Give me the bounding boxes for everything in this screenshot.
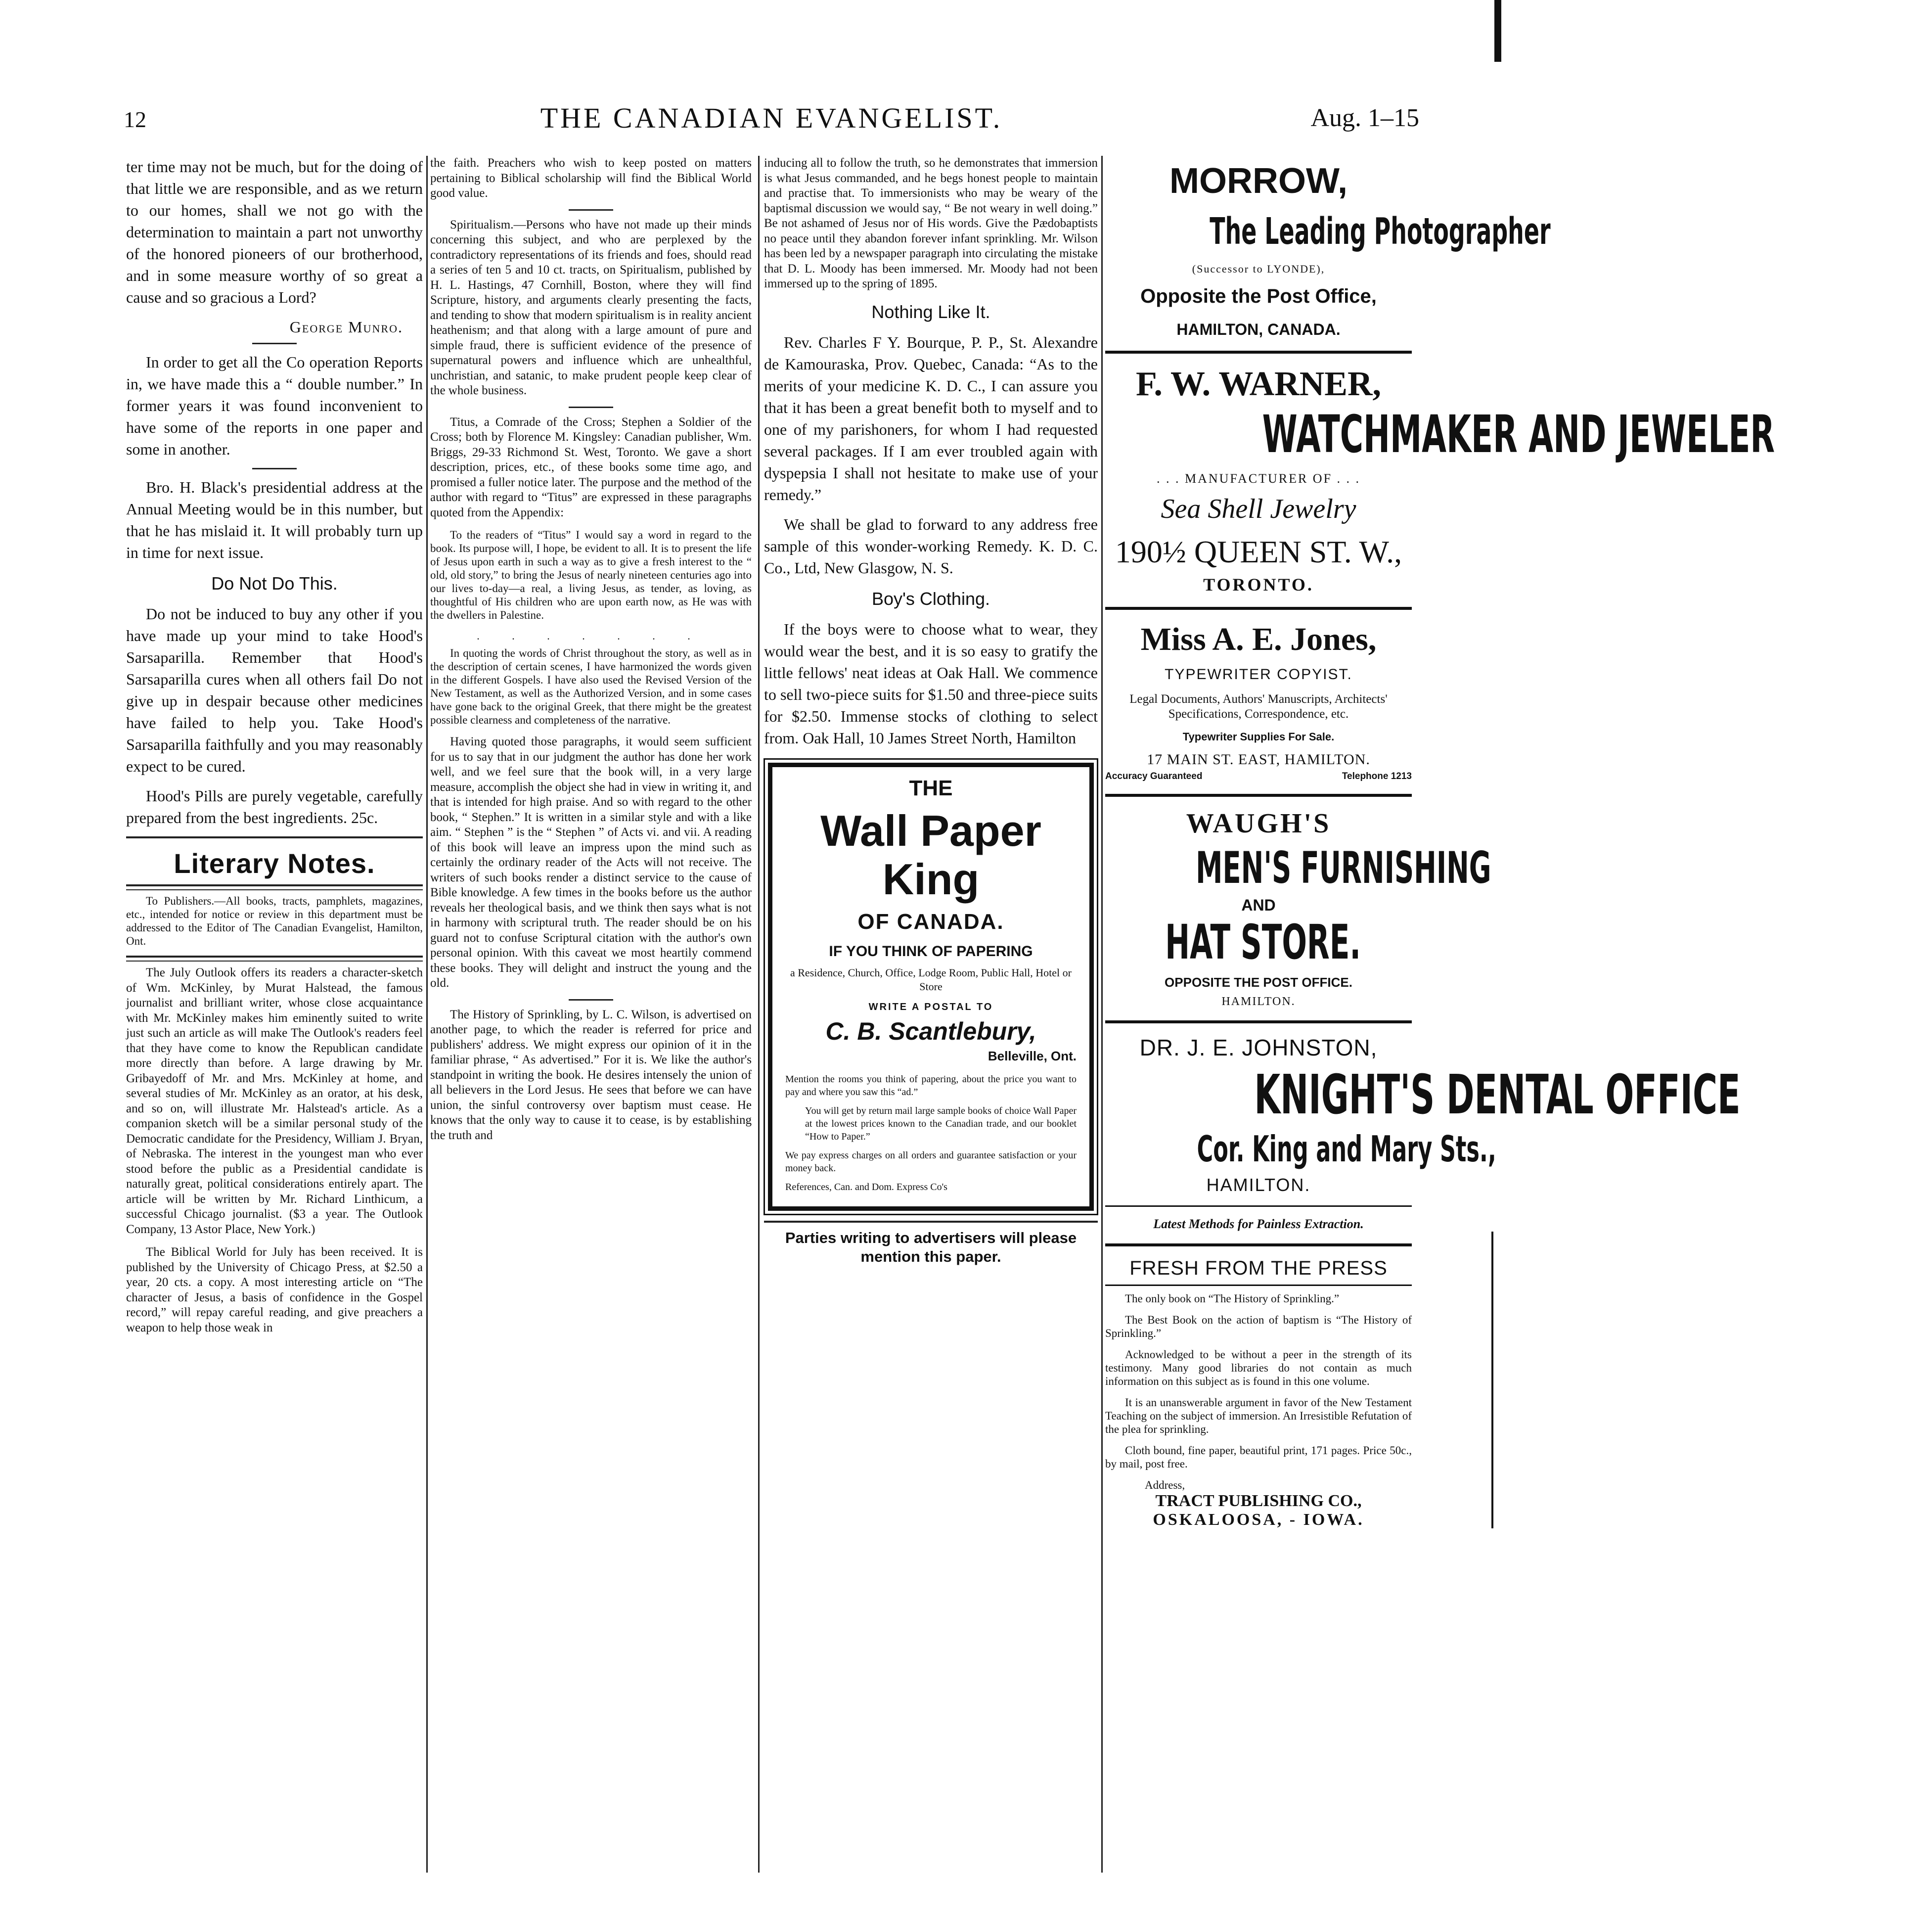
- jones-telephone: Telephone 1213: [1342, 771, 1412, 781]
- ad-places: a Residence, Church, Office, Lodge Room, Public Hall, Hotel or Store: [790, 966, 1072, 993]
- press-p4: It is an unanswerable argument in favor of the New Testament Teaching on the subject of immersion. An Irresistible Refutation of the plea for sprinkling.: [1105, 1396, 1412, 1435]
- coop-reports-paragraph: In order to get all the Co operation Reports in, we have made this a “ double number.” In former years it was found inconvenient to have some of the reports in one paper and some in another.: [126, 353, 423, 458]
- divider: [569, 999, 613, 1001]
- press-address-label: Address,: [1145, 1479, 1185, 1491]
- divider: [1105, 1205, 1412, 1207]
- johnston-office: KNIGHT'S DENTAL OFFICE: [1254, 1063, 1741, 1126]
- jones-title: TYPEWRITER COPYIST.: [1165, 666, 1352, 683]
- warner-ad: [1105, 365, 1775, 595]
- morrow-opposite: Opposite the Post Office,: [1140, 285, 1377, 307]
- history-of-sprinkling-ad: [1105, 1257, 1412, 1529]
- divider: [569, 407, 613, 408]
- appendix-quote-2: In quoting the words of Christ throughout the story, as well as in the description of certain scenes, I have harmonized the words given in the different Gospels. I have also used the Revised Version of the New Testament, as well as the Authorized Version, and in some cases have gone back to the original Greek, that there might be the greatest possible clearness and completeness of the narrative.: [430, 647, 752, 726]
- morrow-city: HAMILTON, CANADA.: [1176, 321, 1341, 338]
- warner-city: TORONTO.: [1203, 575, 1314, 595]
- press-p2: The Best Book on the action of baptism is “The History of Sprinkling.”: [1105, 1314, 1412, 1339]
- johnston-name: DR. J. E. JOHNSTON,: [1139, 1035, 1378, 1060]
- hoods-paragraph: Do not be induced to buy any other if you have made up your mind to take Hood's Sarsaparilla. Remember that Hood's Sarsaparilla cures when all others fail Do not give up in despair because other medicines have failed to help you. Take Hood's Sarsaparilla faithfully and you may reasonably expect to be cured.: [126, 605, 423, 775]
- divider: [1105, 1285, 1412, 1286]
- waugh-name: WAUGH'S: [1186, 808, 1331, 839]
- warner-trade: WATCHMAKER AND JEWELER: [1262, 404, 1775, 464]
- outlook-note: The July Outlook offers its readers a character-sketch of Wm. McKinley, by Murat Halstead, the famous journalist and brilliant writer, whose close acquaintance with Mr. McKinley makes him eminently suited to write just such an article as will make The Outlook's readers feel that they have come to know the Republican candidate more directly than before. A large drawing by Mr. Gribayedoff of Mr. and Mrs. McKinley at home, and several studies of Mr. McKinley as an orator, at his desk, and so on, will illustrate Mr. Halstead's article. As a companion sketch will be a similar personal study of the Democratic candidate for the Presidency, William J. Bryan, of Nebraska. The interest in the youngest man who ever stood before the public as a Presidential candidate is naturally great, political considerations entirely apart. The article will be written by Mr. Richard Linthicum, a successful Chicago journalist. ($3 a year. The Outlook Company, 13 Astor Place, New York.): [126, 966, 423, 1236]
- waugh-and: AND: [1241, 896, 1276, 914]
- morrow-ad: [1105, 161, 1551, 339]
- divider: [252, 343, 297, 344]
- kdc-testimonial: Rev. Charles F Y. Bourque, P. P., St. Alexandre de Kamouraska, Prov. Quebec, Canada: “As to the merits of your medicine K. D. C., I can assure you that it has been a great benefit both to myself and to one of my parishoners, for whom I had requested several packages. If I am ever troubled again with dyspepsia I shall not hesitate to make use of your remedy.”: [764, 333, 1098, 504]
- waugh-line1: MEN'S FURNISHING: [1196, 842, 1491, 893]
- warner-address: 190½ QUEEN ST. W.,: [1115, 534, 1402, 569]
- jones-supplies: Typewriter Supplies For Sale.: [1182, 731, 1335, 743]
- waugh-opposite: OPPOSITE THE POST OFFICE.: [1165, 975, 1352, 990]
- page-edge-mark: [1491, 1232, 1493, 1528]
- divider: [764, 1221, 1098, 1223]
- boys-clothing-heading: Boy's Clothing.: [872, 588, 990, 609]
- ad-of-canada: OF CANADA.: [857, 909, 1004, 934]
- page-number: 12: [124, 107, 146, 132]
- wall-paper-king-ad: [768, 763, 1094, 1211]
- johnston-methods: Latest Methods for Painless Extraction.: [1153, 1217, 1364, 1231]
- divider: [1105, 351, 1412, 354]
- literary-notes-heading: Literary Notes.: [174, 848, 375, 879]
- divider: [252, 468, 297, 469]
- column-divider: [758, 156, 760, 1873]
- ad-if-you-think: IF YOU THINK OF PAPERING: [829, 943, 1033, 960]
- divider: [126, 956, 423, 962]
- moody-paragraph: inducing all to follow the truth, so he demonstrates that immersion is what Jesus commanded, and he begs honest people to maintain and practise that. To immersionists who may be weary of the baptismal discussion we would say, “ Be not weary in well doing.” Be not ashamed of Jesus nor of His words. Give the Pædobaptists no peace until they abandon forever infant sprinkling. Mr. Wilson has been led by a newspaper paragraph into circulating the mistake that D. L. Moody has been immersed. Mr. Moody had not been immersed up to the spring of 1895.: [764, 156, 1098, 290]
- jones-accuracy: Accuracy Guaranteed: [1105, 771, 1203, 781]
- johnston-ad: [1105, 1034, 1741, 1232]
- page-edge-mark: [1494, 0, 1501, 62]
- morrow-successor: (Successor to LYONDE),: [1192, 263, 1325, 275]
- press-p1: The only book on “The History of Sprinkling.”: [1125, 1292, 1340, 1305]
- divider: [126, 836, 423, 838]
- kdc-sample-offer: We shall be glad to forward to any address free sample of this wonder-working Remedy. K. D. C. Co., Ltd, New Glasgow, N. S.: [764, 515, 1098, 577]
- hoods-pills-paragraph: Hood's Pills are purely vegetable, carefully prepared from the best ingredients. 25c.: [126, 787, 423, 826]
- press-p5: Cloth bound, fine paper, beautiful print, 171 pages. Price 50c., by mail, post free.: [1105, 1444, 1412, 1470]
- column-divider: [426, 156, 428, 1873]
- ellipsis-divider: . . . . . . .: [477, 630, 705, 642]
- titus-note: Titus, a Comrade of the Cross; Stephen a Soldier of the Cross; both by Florence M. Kingsley: Canadian publisher, Wm. Briggs, 29-33 Richmond St. West, Toronto. We gave a short description, prices, etc., of these books some time ago, and promised a fuller notice later. The purpose and the method of the author with regard to “Titus” are expressed in these paragraphs quoted from the Appendix:: [430, 415, 752, 519]
- divider: [1105, 1243, 1412, 1246]
- waugh-ad: [1105, 808, 1491, 1009]
- review-paragraph: Having quoted those paragraphs, it would seem sufficient for us to say that in our judgment the author has done her work well, and we feel sure that the book will, in a very large measure, accomplish the object she had in view in writing it, and that is intended for high praise. And so with regard to the other book, “ Stephen.” It is written in a similar style and with a like aim. “ Stephen ” is the “ Stephen ” of Acts vi. and vii. A reading of this book will leave an impress upon the mind such as certainly the ordinary reader of the Acts will not receive. The writers of such books render a distinct service to the cause of Bible knowledge. A few times in the books before us the author reveals her theological basis, and we think then says what is not in harmony with scriptural truth. The reader should be on his guard not to confuse Scriptural citation with the author's own personal opinion. With this caveat we most heartily commend these books. They will delight and instruct the young and the old.: [430, 735, 752, 990]
- ad-the: THE: [909, 776, 953, 800]
- ad-merchant-city: Belleville, Ont.: [988, 1048, 1077, 1063]
- press-company: TRACT PUBLISHING CO.,: [1155, 1492, 1362, 1510]
- spiritualism-note: Spiritualism.—Persons who have not made up their minds concerning this subject, and who are perplexed by the contradictory representations of its friends and foes, should read a series of ten 5 and 10 ct. tracts, on Spiritualism, published by H. L. Hastings, 47 Cornhill, Boston, where they will find Scripture, history, and arguments clearly presenting the facts, and tending to show that modern spiritualism is in reality ancient heathenism; and that along with a large amount of pure and simple fraud, there is sufficient evidence of the presence of supernatural powers and influence which are unhealthful, unchristian, and satanic, to make prudent people keep clear of the whole business.: [430, 218, 752, 397]
- journal-title: THE CANADIAN EVANGELIST.: [540, 102, 1003, 134]
- column-divider: [1101, 156, 1103, 1873]
- ad-express: We pay express charges on all orders and guarantee satisfaction or your money back.: [785, 1149, 1077, 1174]
- jones-footer: [1105, 771, 1412, 782]
- waugh-line2: HAT STORE.: [1165, 915, 1361, 970]
- divider: [1105, 794, 1412, 797]
- nothing-like-it-heading: Nothing Like It.: [871, 301, 990, 322]
- warner-name: F. W. WARNER,: [1135, 365, 1381, 403]
- divider: [1105, 607, 1412, 610]
- ad-title: Wall Paper King: [820, 806, 1041, 904]
- black-address-paragraph: Bro. H. Black's presidential address at the Annual Meeting would be in this number, but that he has mislaid it. It will probably turn up in time for next issue.: [126, 478, 423, 561]
- munro-signature: George Munro.: [289, 318, 403, 336]
- press-city: OSKALOOSA, - IOWA.: [1153, 1511, 1364, 1529]
- biblical-world-note: The Biblical World for July has been received. It is published by the University of Chicago Press, at $2.50 a year, 20 cts. a copy. A most interesting article on “The character of Jesus, a basis of confidence in the Gospel record,” will repay careful reading, and give preachers a weapon to help those weak in: [126, 1245, 423, 1334]
- ad-references: References, Can. and Dom. Express Co's: [785, 1181, 947, 1193]
- johnston-corner: Cor. King and Mary Sts.,: [1197, 1128, 1496, 1170]
- morrow-name: MORROW,: [1169, 161, 1348, 201]
- ad-merchant-name: C. B. Scantlebury,: [825, 1017, 1036, 1045]
- press-p3: Acknowledged to be without a peer in the strength of its testimony. Many good libraries do not contain as much information on this subject as is found in this one volume.: [1105, 1348, 1412, 1387]
- divider: [569, 209, 613, 211]
- jones-ad: [1105, 621, 1412, 782]
- divider: [1105, 1020, 1412, 1023]
- column-2: [430, 156, 752, 1873]
- ad-mention: Mention the rooms you think of papering, about the price you want to pay and where you saw this “ad.”: [785, 1073, 1077, 1098]
- publishers-notice: To Publishers.—All books, tracts, pamphlets, magazines, etc., intended for notice or review in this department must be addressed to the Editor of The Canadian Evangelist, Hamilton, Ont.: [126, 895, 423, 947]
- issue-date: Aug. 1–15: [1310, 104, 1419, 132]
- ad-samples: You will get by return mail large sample books of choice Wall Paper at the lowest prices known to the Canadian trade, and our booklet “How to Paper.”: [805, 1105, 1077, 1142]
- jones-name: Miss A. E. Jones,: [1140, 621, 1377, 657]
- masthead: [124, 102, 1419, 136]
- divider: [126, 884, 423, 890]
- column-3: [764, 156, 1098, 1873]
- column-1: [126, 156, 423, 1873]
- oak-hall-paragraph: If the boys were to choose what to wear, they would wear the best, and it is so easy to gratify the little fellows' neat ideas at Oak Hall. We commence to sell two-piece suits for $1.50 and three-piece suits for $2.50. Immense stocks of clothing to select from. Oak Hall, 10 James Street North, Hamilton: [764, 620, 1098, 747]
- morrow-tagline: The Leading Photographer: [1210, 210, 1551, 253]
- munro-paragraph: ter time may not be much, but for the doing of that little we are responsible, and as we return to our homes, shall we not go with the determination to maintain a part not unworthy of the honored pioneers of our brotherhood, and in some measure worthy of so great a cause and so gracious a Lord?: [126, 158, 423, 306]
- appendix-quote-1: To the readers of “Titus” I would say a word in regard to the book. Its purpose will, I hope, be evident to all. It is to present the life of Jesus upon earth in such a way as to give a fresh interest to the “ old, old story,” to bring the Jesus of nearly nineteen centuries ago into our lives to-day—a real, a living Jesus, as tender, as loving, as thoughtful of His children who are upon earth now, as He was with the dwellers in Palestine.: [430, 529, 752, 621]
- jones-address: 17 MAIN ST. EAST, HAMILTON.: [1147, 751, 1370, 768]
- faith-paragraph: the faith. Preachers who wish to keep posted on matters pertaining to Biblical scholarship will find the Biblical World good value.: [430, 156, 752, 200]
- ad-write-postal: WRITE A POSTAL TO: [868, 1001, 993, 1012]
- johnston-city: HAMILTON.: [1206, 1175, 1311, 1195]
- waugh-city: HAMILTON.: [1221, 995, 1296, 1008]
- column-4-ads: [1105, 156, 1775, 1873]
- parties-notice: Parties writing to advertisers will please mention this paper.: [785, 1229, 1077, 1265]
- do-not-heading: Do Not Do This.: [211, 573, 338, 594]
- press-heading: FRESH FROM THE PRESS: [1129, 1257, 1388, 1279]
- warner-product: Sea Shell Jewelry: [1161, 494, 1356, 524]
- jones-services: Legal Documents, Authors' Manuscripts, Architects' Specifications, Correspondence, etc.: [1129, 692, 1388, 721]
- history-of-sprinkling-note: The History of Sprinkling, by L. C. Wilson, is advertised on another page, to which the reader is referred for price and publishers' address. We might express our opinion of it in the familiar phrase, “ As advertised.” For it is. We like the author's standpoint in writing the book. He desires intensely the union of all believers in the Lord Jesus. He sees that before we can have union, the sinful controversy over baptism must cease. He knows that the only way to cause it to cease, is by establishing the truth and: [430, 1008, 752, 1142]
- warner-manufacturer: . . . MANUFACTURER OF . . .: [1156, 471, 1361, 486]
